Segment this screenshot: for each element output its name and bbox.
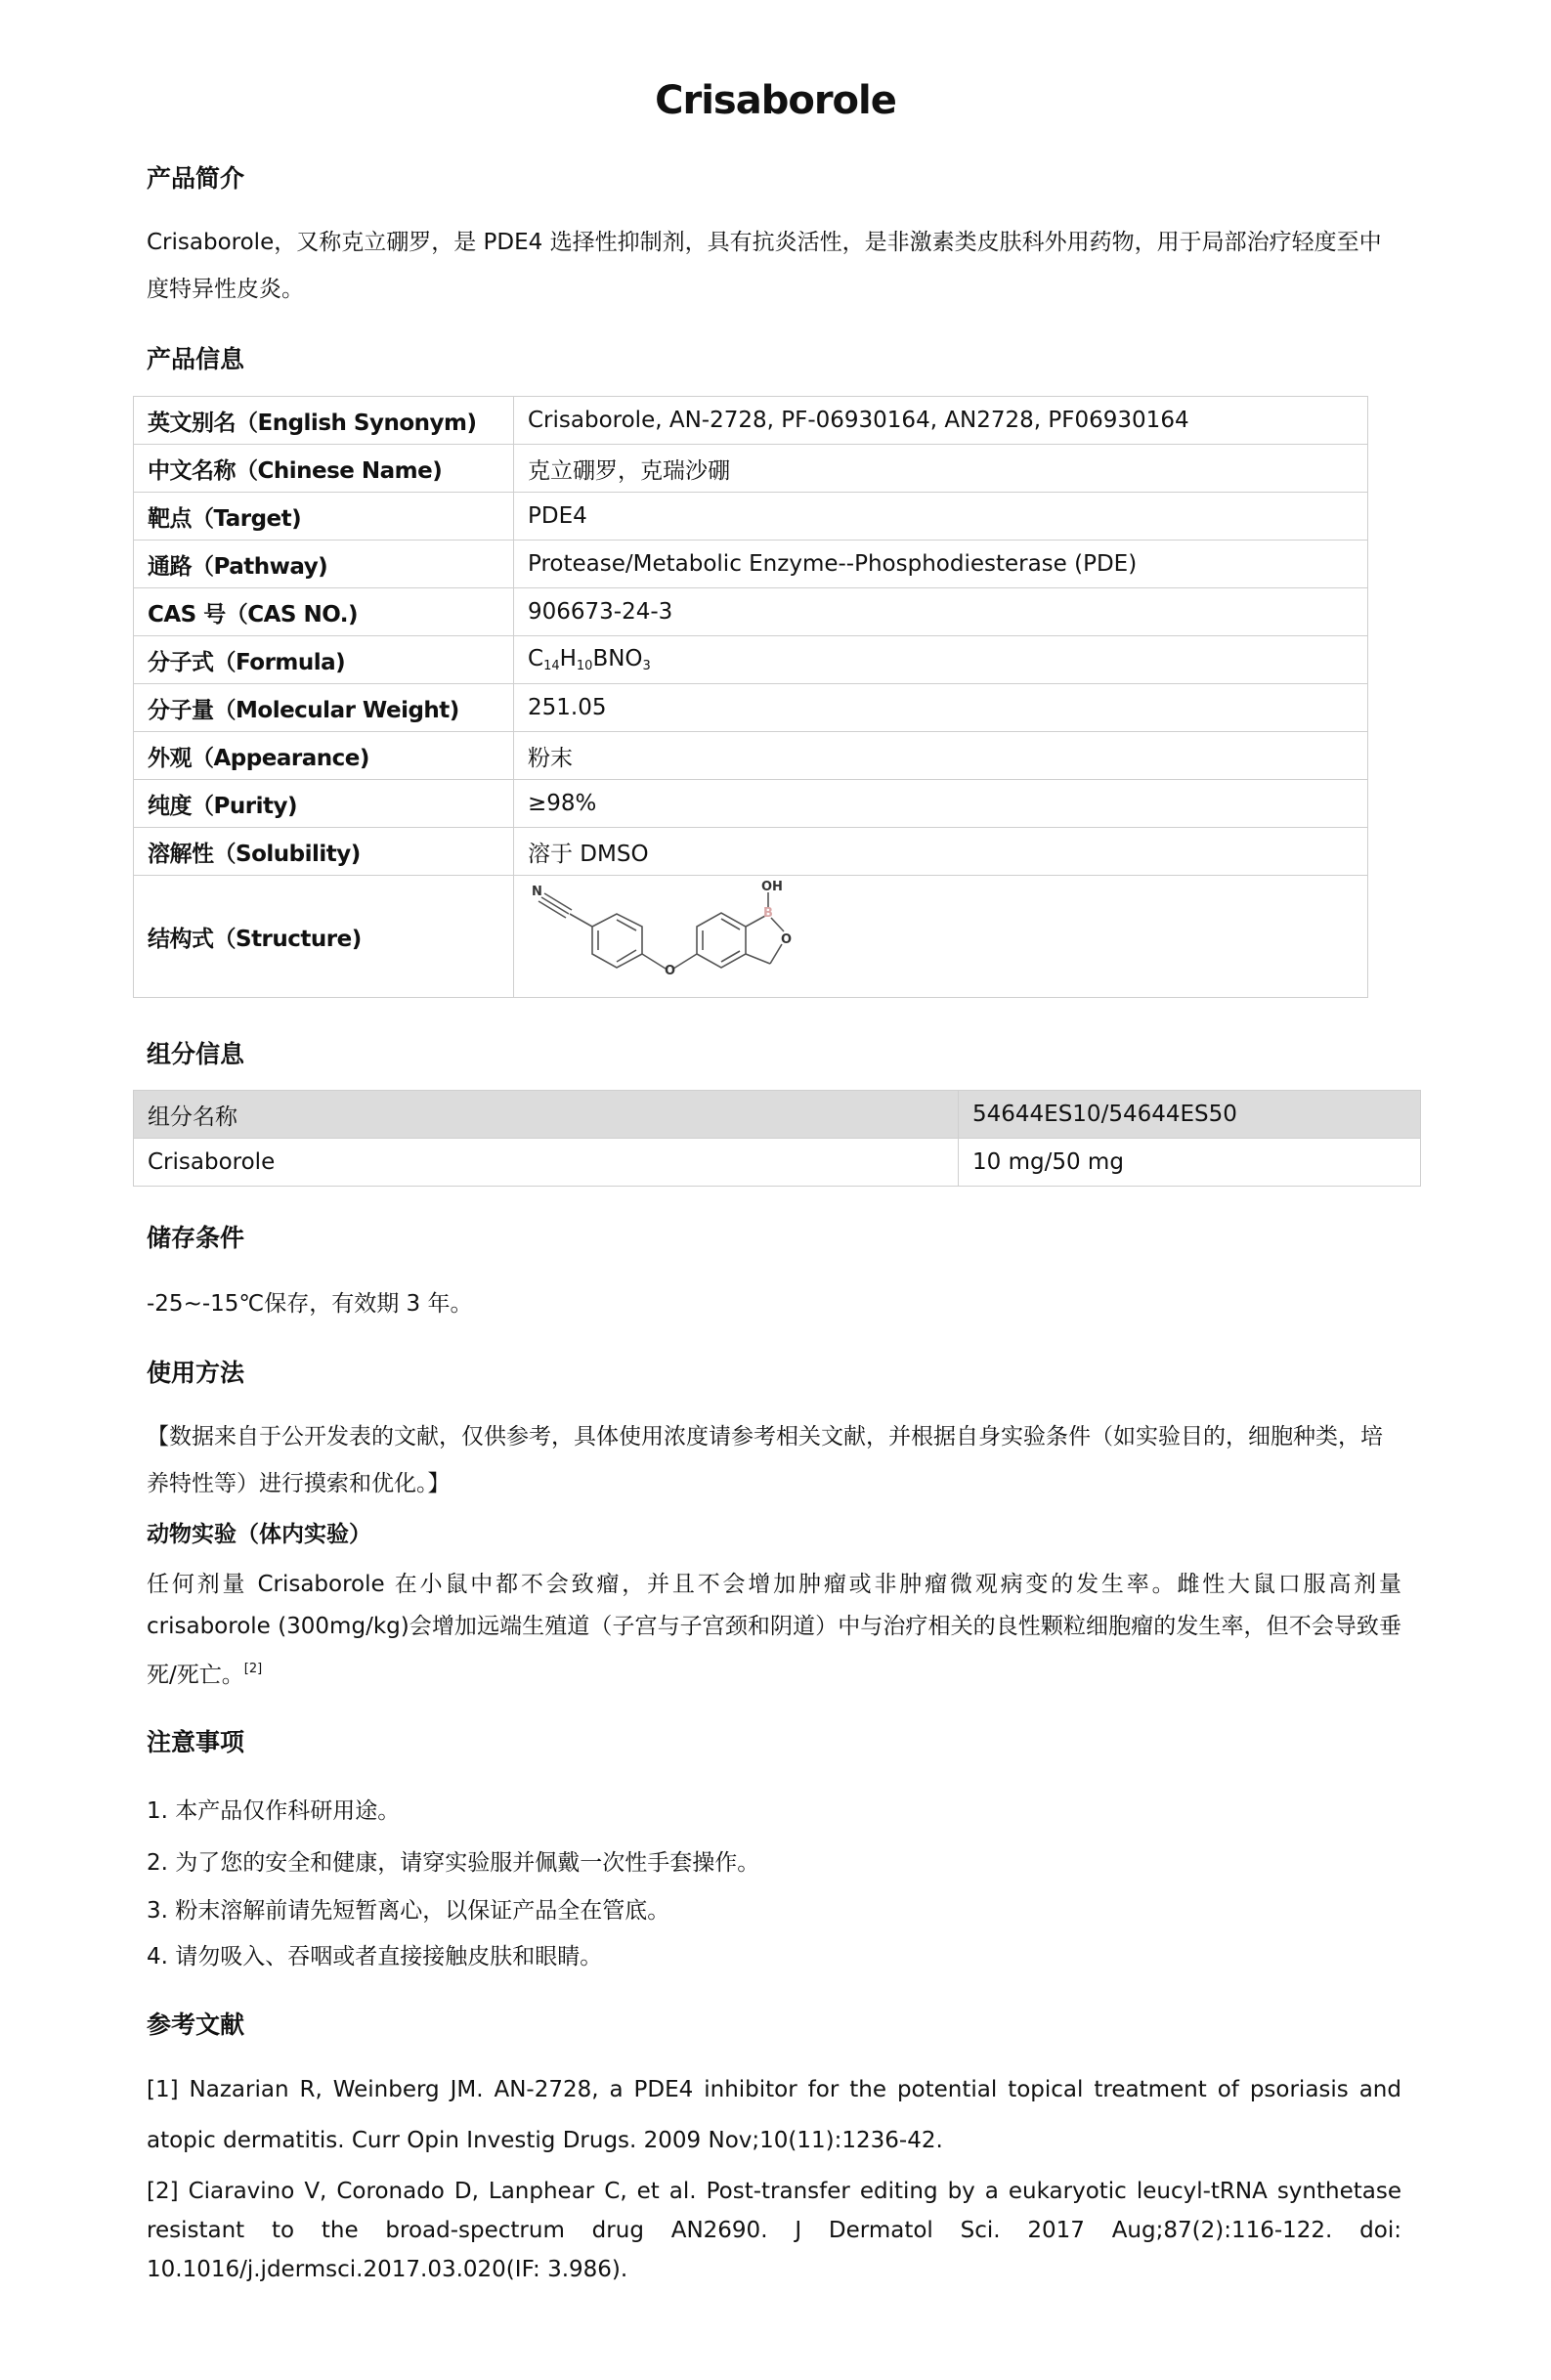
info-row-structure (134, 876, 1368, 998)
info-row-pathway (134, 541, 1368, 588)
formula-part: BNO (592, 646, 643, 671)
formula-part: H (559, 646, 577, 671)
ring-bond (770, 944, 782, 964)
animal-experiment-text (147, 1564, 1401, 1697)
info-value: 溶于 DMSO (514, 828, 1368, 876)
atom-label-o-ether: O (665, 963, 676, 978)
info-key: 结构式（Structure) (134, 876, 514, 998)
benzene-ring-2 (697, 913, 746, 968)
info-value: Protease/Metabolic Enzyme--Phosphodiesterase (PDE) (514, 541, 1368, 588)
info-value: ≥98% (514, 780, 1368, 828)
notes-heading: 注意事项 (147, 1728, 245, 1756)
info-row-appearance (134, 732, 1368, 780)
info-row-target (134, 493, 1368, 541)
components-table (133, 1090, 1421, 1187)
formula-value (514, 636, 1368, 684)
aromatic-bond (617, 950, 636, 962)
info-row-cas (134, 588, 1368, 636)
info-row-solubility (134, 828, 1368, 876)
info-row-purity (134, 780, 1368, 828)
ether-bond (642, 954, 666, 969)
reference-item: [1] Nazarian R, Weinberg JM. AN-2728, a PDE4 inhibitor for the potential topical treatment of psoriasis and atopic dermatitis. Curr Opin Investig Drugs. 2009 Nov;10(11):1236-42. (147, 2077, 1401, 2153)
product-info-table (133, 396, 1368, 998)
info-key: CAS 号（CAS NO.) (134, 588, 514, 636)
storage-text: -25~-15℃保存，有效期 3 年。 (147, 1291, 473, 1317)
reference-item: [2] Ciaravino V, Coronado D, Lanphear C, et al. Post-transfer editing by a eukaryotic leucyl-tRNA synthetase resistant to the broad-spectrum drug AN2690. J Dermatol Sci. 2017 Aug;87(2):116-122. doi: 10.1016/j.jdermsci.2017.03.020(IF: 3.986). (147, 2179, 1401, 2282)
formula-part: C (528, 646, 544, 671)
info-value: Crisaborole, AN-2728, PF-06930164, AN2728, PF06930164 (514, 397, 1368, 445)
atom-label-b: B (763, 905, 773, 921)
info-value: 906673-24-3 (514, 588, 1368, 636)
info-key: 分子量（Molecular Weight) (134, 684, 514, 732)
bond (570, 914, 592, 927)
components-row (134, 1139, 1421, 1187)
references-heading: 参考文献 (147, 2011, 245, 2039)
intro-heading: 产品简介 (147, 164, 245, 193)
ring-bond (771, 918, 784, 931)
formula-sub: 3 (642, 659, 651, 673)
aromatic-bond (721, 951, 740, 962)
info-value: 粉末 (514, 732, 1368, 780)
info-value: PDE4 (514, 493, 1368, 541)
chemical-structure-drawing (514, 877, 846, 997)
formula-sub: 14 (543, 659, 560, 673)
notes-item: 1. 本产品仅作科研用途。 (147, 1798, 401, 1824)
document-title: Crisaborole (655, 78, 896, 123)
intro-text: Crisaborole，又称克立硼罗，是 PDE4 选择性抑制剂，具有抗炎活性，是非激素类皮肤科外用药物，用于局部治疗轻度至中度特异性皮炎。 (147, 230, 1382, 302)
structure-cell (514, 876, 1368, 998)
animal-experiment-body: 任何剂量 Crisaborole 在小鼠中都不会致瘤，并且不会增加肿瘤或非肿瘤微观病变的发生率。雌性大鼠口服高剂量 crisaborole (300mg/kg)会增加远端生殖道（子宫与子宫颈和阴道）中与治疗相关的良性颗粒细胞瘤的发生率，但不会导致垂死/死亡。 (147, 1572, 1401, 1688)
citation-marker: [2] (243, 1662, 263, 1676)
atom-label-o-ring: O (781, 931, 793, 947)
component-name: Crisaborole (134, 1139, 959, 1187)
info-value: 251.05 (514, 684, 1368, 732)
product-info-heading: 产品信息 (147, 345, 245, 373)
ring-bond (746, 954, 770, 964)
benzene-ring-1 (592, 914, 642, 968)
usage-heading: 使用方法 (147, 1359, 245, 1387)
info-key: 靶点（Target) (134, 493, 514, 541)
info-key: 溶解性（Solubility) (134, 828, 514, 876)
info-key: 中文名称（Chinese Name) (134, 445, 514, 493)
components-heading: 组分信息 (147, 1040, 245, 1068)
notes-item: 2. 为了您的安全和健康，请穿实验服并佩戴一次性手套操作。 (147, 1850, 760, 1876)
info-row-synonym (134, 397, 1368, 445)
info-row-chinese-name (134, 445, 1368, 493)
ring-bond (746, 916, 765, 927)
ether-bond (673, 954, 697, 969)
component-amount: 10 mg/50 mg (959, 1139, 1421, 1187)
info-value: 克立硼罗，克瑞沙硼 (514, 445, 1368, 493)
components-header-name: 组分名称 (134, 1091, 959, 1139)
animal-experiment-heading: 动物实验（体内实验） (147, 1522, 371, 1547)
components-header-row (134, 1091, 1421, 1139)
info-key: 外观（Appearance) (134, 732, 514, 780)
info-key: 英文别名（English Synonym) (134, 397, 514, 445)
info-key: 分子式（Formula) (134, 636, 514, 684)
atom-label-oh: OH (761, 879, 783, 894)
usage-note: 【数据来自于公开发表的文献，仅供参考，具体使用浓度请参考相关文献，并根据自身实验条件（如实验目的，细胞种类，培养特性等）进行摸索和优化。】 (147, 1424, 1383, 1496)
notes-item: 4. 请勿吸入、吞咽或者直接接触皮肤和眼睛。 (147, 1944, 603, 1969)
info-key: 纯度（Purity) (134, 780, 514, 828)
info-row-formula (134, 636, 1368, 684)
info-key: 通路（Pathway) (134, 541, 514, 588)
storage-heading: 储存条件 (147, 1224, 245, 1252)
formula-sub: 10 (576, 659, 593, 673)
atom-label-n: N (532, 884, 542, 899)
aromatic-bond (721, 919, 740, 930)
info-row-mw (134, 684, 1368, 732)
components-header-spec: 54644ES10/54644ES50 (959, 1091, 1421, 1139)
notes-item: 3. 粉末溶解前请先短暂离心，以保证产品全在管底。 (147, 1898, 670, 1924)
